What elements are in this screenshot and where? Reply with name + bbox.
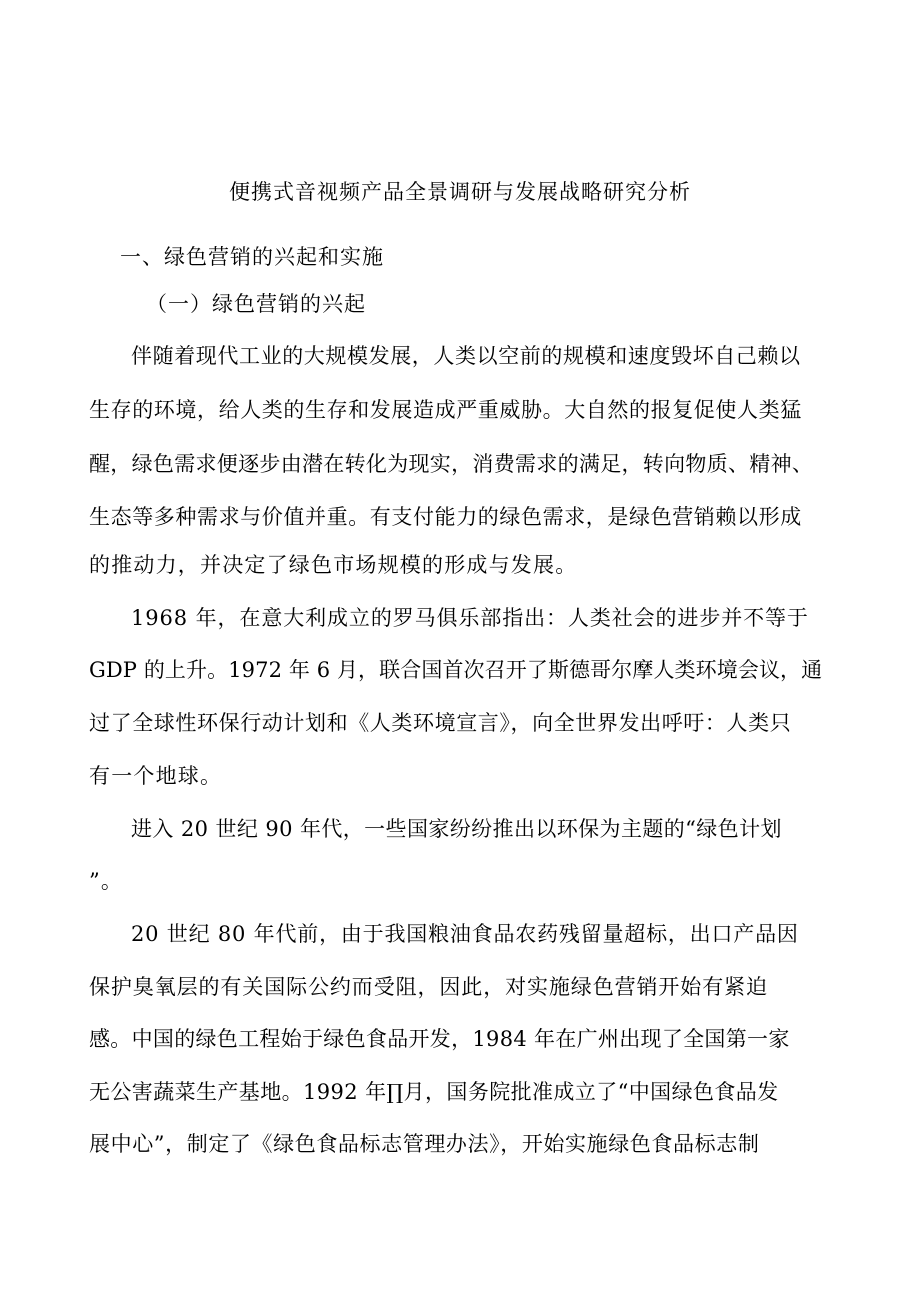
- paragraph-line: 醒，绿色需求便逐步由潜在转化为现实，消费需求的满足，转向物质、精神、: [89, 452, 814, 476]
- paragraph-line: 伴随着现代工业的大规模发展，人类以空前的规模和速度毁坏自己赖以: [131, 344, 801, 368]
- paragraph-line: ”。: [89, 869, 124, 893]
- paragraph-line: 20 世纪 80 年代前，由于我国粮油食品农药残留量超标，出口产品因: [131, 922, 799, 946]
- paragraph-line: 进入 20 世纪 90 年代，一些国家纷纷推出以环保为主题的“绿色计划: [131, 817, 782, 841]
- paragraph-line: 的推动力，并决定了绿色市场规模的形成与发展。: [89, 553, 578, 577]
- paragraph-line: 无公害蔬菜生产基地。1992 年∏月，国务院批准成立了“中国绿色食品发: [89, 1080, 779, 1104]
- paragraph-line: 过了全球性环保行动计划和《人类环境宣言》，向全世界发出呼吁：人类只: [89, 711, 792, 735]
- paragraph-line: 展中心”，制定了《绿色食品标志管理办法》，开始实施绿色食品标志制: [89, 1132, 760, 1156]
- paragraph-line: GDP 的上升。1972 年 6 月，联合国首次召开了斯德哥尔摩人类环境会议，通: [89, 658, 823, 682]
- paragraph-line: 感。中国的绿色工程始于绿色食品开发，1984 年在广州出现了全国第一家: [89, 1027, 790, 1051]
- paragraph-line: 生态等多种需求与价值并重。有支付能力的绿色需求，是绿色营销赖以形成: [89, 505, 802, 529]
- paragraph-line: 保护臭氧层的有关国际公约而受阻，因此，对实施绿色营销开始有紧迫: [89, 975, 768, 999]
- paragraph-line: 有一个地球。: [89, 764, 223, 788]
- paragraph-line: 生存的环境，给人类的生存和发展造成严重威胁。大自然的报复促使人类猛: [89, 398, 802, 422]
- section-heading: 一、绿色营销的兴起和实施: [120, 245, 384, 269]
- document-title: 便携式音视频产品全景调研与发展战略研究分析: [229, 180, 691, 204]
- paragraph-line: 1968 年，在意大利成立的罗马俱乐部指出：人类社会的进步并不等于: [131, 606, 809, 630]
- subsection-heading: （一）绿色营销的兴起: [146, 292, 366, 316]
